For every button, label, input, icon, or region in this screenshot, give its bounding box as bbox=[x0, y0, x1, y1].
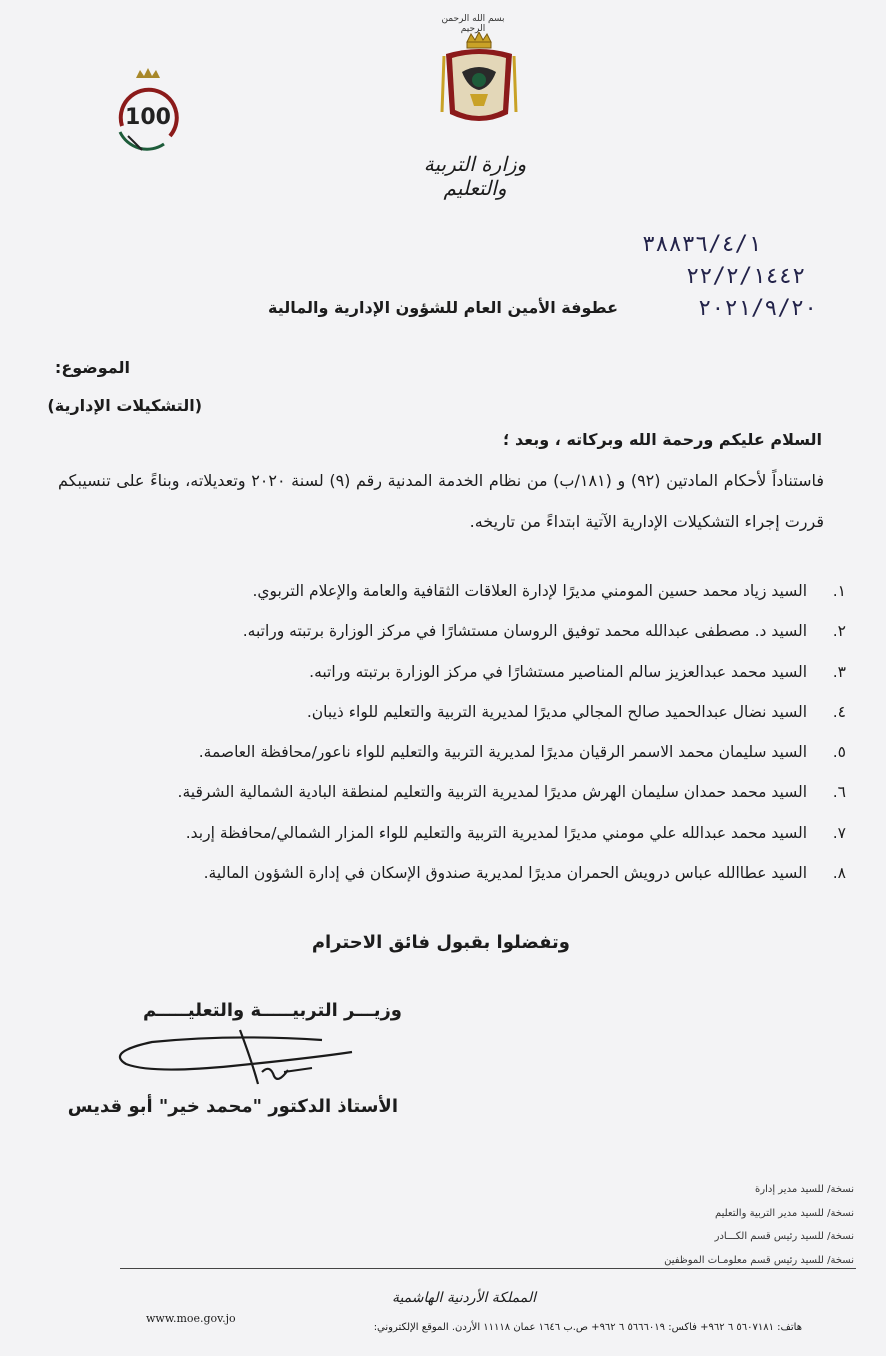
cc-item: نسخة/ للسيد مدير التربية والتعليم bbox=[714, 1207, 854, 1219]
ministry-name: وزارة التربية والتعليم bbox=[423, 152, 527, 200]
intro-paragraph: فاستناداً لأحكام المادتين (٩٢) و (١٨١/ب) من نظام الخدمة المدنية رقم (٩) لسنة ٢٠٢٠ وتعديلاته، وبناءً على تنسيبكم قررت إجراء التشكيلات الإدارية الآتية ابتداءً من تاريخه. bbox=[58, 471, 824, 531]
decisions-list bbox=[86, 571, 846, 893]
footer-kingdom-name: المملكة الأردنية الهاشمية bbox=[391, 1290, 536, 1306]
centennial-number: 100 bbox=[125, 105, 171, 130]
decision-item bbox=[86, 853, 846, 893]
subject-value: (التشكيلات الإدارية) bbox=[47, 396, 202, 415]
cc-item: نسخة/ للسيد رئيس قسم معلومـات الموظفين bbox=[664, 1254, 854, 1266]
footer-website-link[interactable]: www.moe.gov.jo bbox=[146, 1312, 236, 1325]
decision-item bbox=[86, 813, 846, 853]
handwritten-signature bbox=[112, 1022, 412, 1102]
greeting: السلام عليكم ورحمة الله وبركاته ، وبعد ؛ bbox=[503, 430, 822, 449]
decision-number: ٦. bbox=[832, 783, 846, 802]
decision-text: السيد د. مصطفى عبدالله محمد توفيق الروسان مستشارًا في مركز الوزارة برتبته وراتبه. bbox=[242, 622, 808, 641]
decision-text: السيد نضال عبدالحميد صالح المجالي مديرًا لمديرية التربية والتعليم للواء ذيبان. bbox=[306, 702, 808, 721]
cc-list bbox=[614, 1178, 854, 1272]
hijri-date: ٢٢/٢/١٤٤٢ bbox=[686, 264, 806, 289]
decision-text: السيد عطاالله عباس درويش الحمران مديرًا لمديرية صندوق الإسكان في إدارة الشؤون المالية. bbox=[203, 864, 808, 883]
decision-item bbox=[86, 611, 846, 651]
basmala: بسم الله الرحمن الرحيم bbox=[441, 14, 505, 34]
decision-item bbox=[86, 652, 846, 692]
decision-number: ١. bbox=[832, 582, 846, 600]
closing-line: وتفضلوا بقبول فائق الاحترام bbox=[311, 932, 570, 953]
decision-item bbox=[86, 732, 846, 772]
decision-number: ٥. bbox=[832, 743, 846, 762]
minister-title: وزيـــر التربيـــــة والتعليـــــم bbox=[143, 1000, 402, 1021]
decision-text: السيد محمد حمدان سليمان الهرش مديرًا لمديرية التربية والتعليم لمنطقة البادية الشمالية الشرقية. bbox=[177, 783, 808, 802]
decision-text: السيد محمد عبدالعزيز سالم المناصير مستشارًا في مركز الوزارة برتبته وراتبه. bbox=[309, 662, 808, 681]
decision-text: السيد سليمان محمد الاسمر الرقيان مديرًا لمديرية التربية والتعليم للواء ناعور/محافظة العاصمة. bbox=[198, 743, 808, 762]
reference-number: ٣٨٨٣٦/٤/١ bbox=[642, 232, 762, 257]
decision-number: ٨. bbox=[832, 864, 846, 883]
decision-number: ٧. bbox=[832, 823, 846, 842]
decision-text: السيد زياد محمد حسين المومني مديرًا لإدارة العلاقات الثقافية والعامة والإعلام التربوي. bbox=[252, 582, 808, 600]
jordan-coat-of-arms-emblem bbox=[440, 32, 518, 130]
footer-divider bbox=[120, 1268, 856, 1269]
decision-text: السيد محمد عبدالله علي مومني مديرًا لمديرية التربية والتعليم للواء المزار الشمالي/محافظة إربد. bbox=[185, 823, 808, 842]
gregorian-date: ٢٠٢١/٩/٢٠ bbox=[698, 296, 818, 321]
minister-name: الأستاذ الدكتور "محمد خير" أبو قديس bbox=[67, 1096, 398, 1117]
cc-item: نسخة/ للسيد مدير إدارة bbox=[755, 1184, 854, 1195]
decision-number: ٣. bbox=[832, 662, 846, 681]
decision-item bbox=[86, 571, 846, 611]
decision-number: ٢. bbox=[832, 622, 846, 641]
cc-item: نسخة/ للسيد رئيس قسم الكـــادر bbox=[714, 1231, 854, 1242]
addressee: عطوفة الأمين العام للشؤون الإدارية والمالية bbox=[268, 298, 618, 317]
subject-label: الموضوع: bbox=[54, 358, 130, 377]
decision-item bbox=[86, 692, 846, 732]
footer-contact-info: هاتف: ٥٦٠٧١٨١ ٦ ٩٦٢+ فاكس: ٥٦٦٦٠١٩ ٦ ٩٦٢+ ص.ب ١٦٤٦ عمان ١١١١٨ الأردن. الموقع الإلكتروني: bbox=[373, 1322, 802, 1333]
centennial-100-logo bbox=[108, 66, 184, 156]
decision-item bbox=[86, 772, 846, 812]
decision-number: ٤. bbox=[832, 702, 846, 721]
